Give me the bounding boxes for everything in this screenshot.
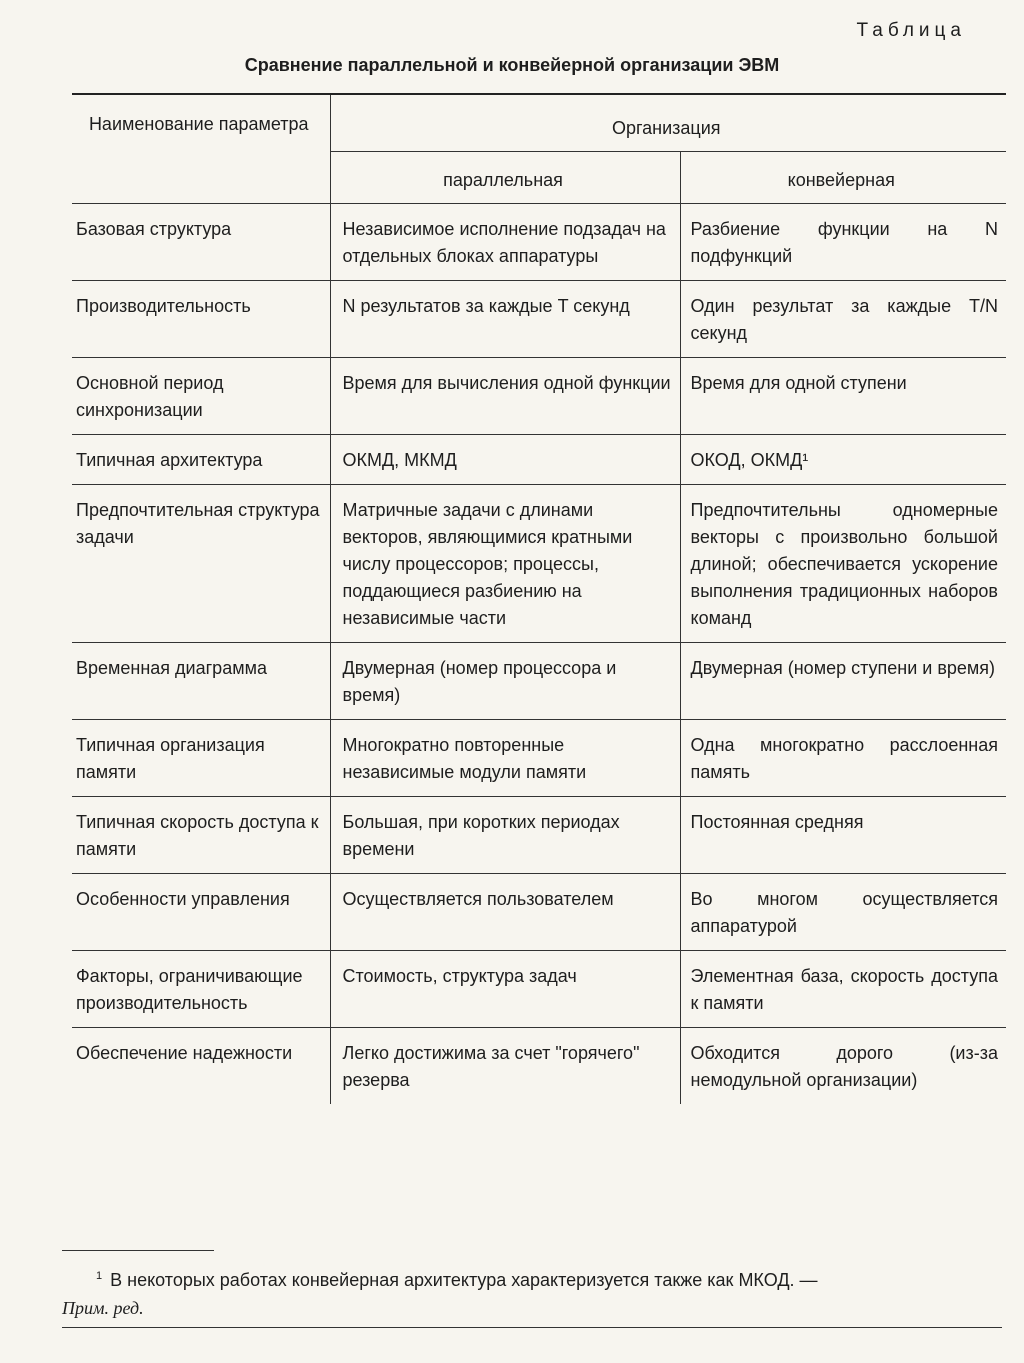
table-row (72, 204, 1006, 281)
pipeline-cell: Время для одной ступени (680, 358, 1006, 435)
table-row (72, 281, 1006, 358)
parallel-cell: Легко достижима за счет "горячего" резерва (330, 1028, 680, 1105)
table-row (72, 358, 1006, 435)
param-cell: Базовая структура (72, 204, 330, 281)
table-title: Сравнение параллельной и конвейерной организации ЭВМ (244, 55, 780, 75)
pipeline-cell: Постоянная средняя (680, 797, 1006, 874)
parallel-cell: Время для вычисления одной функции (330, 358, 680, 435)
pipeline-cell: Двумерная (номер ступени и время) (680, 643, 1006, 720)
header-organization: Организация (330, 94, 1006, 152)
parallel-cell: Многократно повторенные независимые модули памяти (330, 720, 680, 797)
comparison-table-container (72, 93, 1006, 1104)
param-cell: Основной период синхронизации (72, 358, 330, 435)
footnote-mark: 1 (96, 1270, 103, 1282)
table-row (72, 874, 1006, 951)
parallel-cell: Независимое исполнение подзадач на отдельных блоках аппаратуры (330, 204, 680, 281)
table-row (72, 720, 1006, 797)
param-cell: Типичная архитектура (72, 435, 330, 485)
table-row (72, 951, 1006, 1028)
table-label: Таблица (856, 20, 966, 41)
pipeline-cell: Разбиение функции на N подфункций (680, 204, 1006, 281)
param-cell: Типичная скорость доступа к памяти (72, 797, 330, 874)
pipeline-cell: Одна многократно расслоенная память (680, 720, 1006, 797)
parallel-cell: N результатов за каждые T секунд (330, 281, 680, 358)
parallel-cell: Двумерная (номер процессора и время) (330, 643, 680, 720)
header-pipeline: конвейерная (787, 170, 895, 190)
bottom-divider (62, 1327, 1002, 1328)
footnote-text: В некоторых работах конвейерная архитектура характеризуется также как МКОД. — (110, 1270, 818, 1290)
table-row (72, 435, 1006, 485)
param-cell: Временная диаграмма (72, 643, 330, 720)
footnote (62, 1262, 1002, 1322)
table-row (72, 643, 1006, 720)
pipeline-cell: Во многом осуществляется аппаратурой (680, 874, 1006, 951)
editor-note: Прим. ред. (62, 1298, 144, 1318)
header-parameter-name: Наименование параметра (72, 94, 330, 204)
table-row (72, 485, 1006, 643)
pipeline-cell: Элементная база, скорость доступа к памяти (680, 951, 1006, 1028)
header-parallel: параллельная (330, 152, 680, 204)
parallel-cell: Большая, при коротких периодах времени (330, 797, 680, 874)
pipeline-cell: ОКОД, ОКМД¹ (680, 435, 1006, 485)
param-cell: Обеспечение надежности (72, 1028, 330, 1105)
table-row (72, 797, 1006, 874)
parallel-cell: Матричные задачи с длинами векторов, являющимися кратными числу процессоров; процессы, поддающиеся разбиению на независимые части (330, 485, 680, 643)
param-cell: Типичная организация памяти (72, 720, 330, 797)
param-cell: Предпочтительная структура задачи (72, 485, 330, 643)
comparison-table (72, 93, 1006, 1104)
table-row (72, 1028, 1006, 1105)
pipeline-cell: Обходится дорого (из-за немодульной организации) (680, 1028, 1006, 1105)
param-cell: Особенности управления (72, 874, 330, 951)
pipeline-cell: Предпочтительны одномерные векторы с произвольно большой длиной; обеспечивается ускорение выполнения традиционных наборов команд (680, 485, 1006, 643)
footnote-divider (62, 1250, 214, 1251)
parallel-cell: ОКМД, МКМД (330, 435, 680, 485)
parallel-cell: Стоимость, структура задач (330, 951, 680, 1028)
parallel-cell: Осуществляется пользователем (330, 874, 680, 951)
pipeline-cell: Один результат за каждые T/N секунд (680, 281, 1006, 358)
param-cell: Производительность (72, 281, 330, 358)
param-cell: Факторы, ограничивающие производительность (72, 951, 330, 1028)
